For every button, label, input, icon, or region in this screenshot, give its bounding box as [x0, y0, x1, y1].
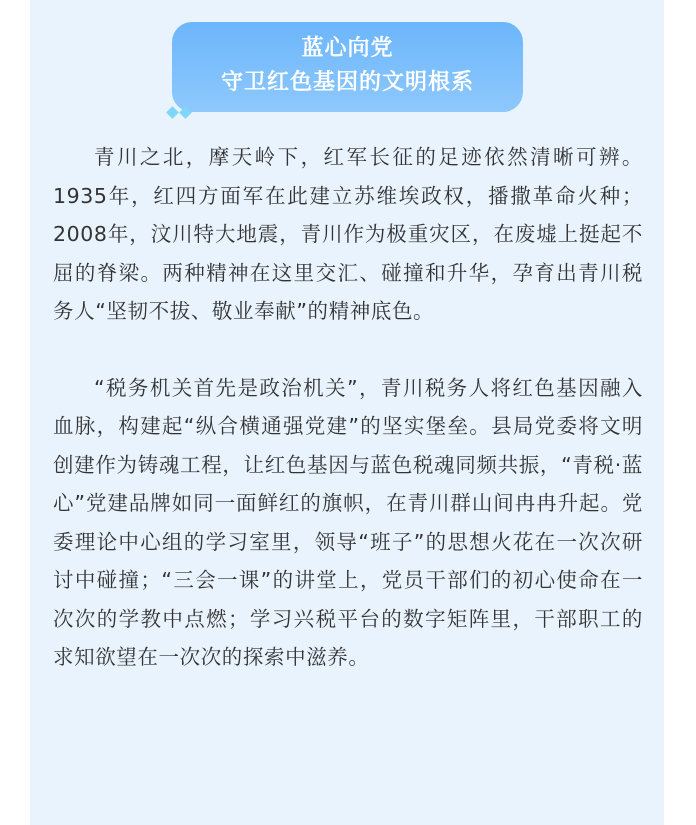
- article-paragraph-2: “税务机关首先是政治机关”，青川税务人将红色基因融入血脉，构建起“纵合横通强党建”的坚实堡垒。县局党委将文明创建作为铸魂工程，让红色基因与蓝色税魂同频共振，“青税·蓝心”党建品牌如同一面鲜红的旗帜，在青川群山间冉冉升起。党委理论中心组的学习室里，领导“班子”的思想火花在一次次研讨中碰撞；“三会一课”的讲堂上，党员干部们的初心使命在一次次的学教中点燃；学习兴税平台的数字矩阵里，干部职工的求知欲望在一次次的探索中滋养。: [53, 375, 643, 669]
- section-title-banner: [172, 22, 523, 112]
- section-title-line1: 蓝心向党: [301, 36, 394, 61]
- section-title-line2: 守卫红色基因的文明根系: [220, 70, 474, 95]
- article-body: [53, 138, 643, 677]
- article-paragraph-1: 青川之北，摩天岭下，红军长征的足迹依然清晰可辨。1935年，红四方面军在此建立苏维埃政权，播撒革命火种；2008年，汶川特大地震，青川作为极重灾区，在废墟上挺起不屈的脊梁。两种精神在这里交汇、碰撞和升华，孕育出青川税务人“坚韧不拔、敬业奉献”的精神底色。: [53, 145, 643, 323]
